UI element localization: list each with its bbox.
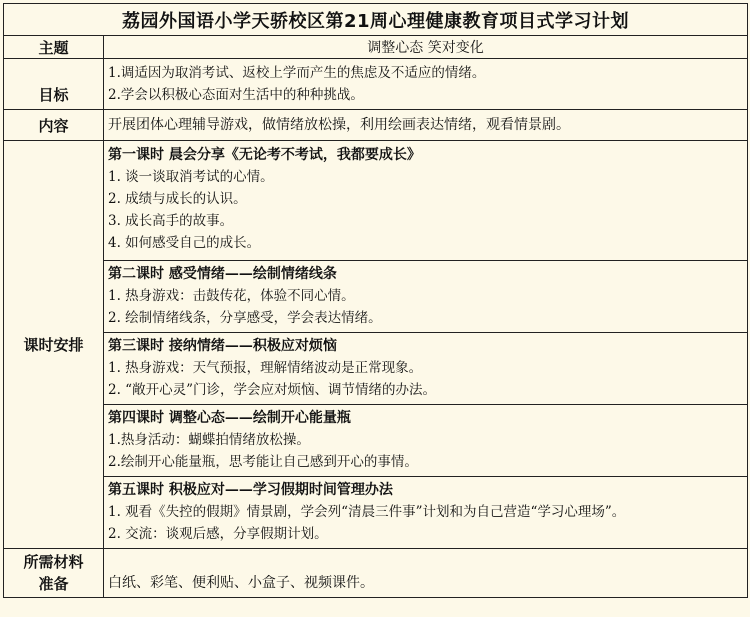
goal-label: 目标 — [4, 59, 104, 110]
materials-label-line: 所需材料 — [23, 553, 84, 571]
theme-value: 调整心态 笑对变化 — [104, 36, 748, 59]
lesson-item: 1. 热身游戏：击鼓传花，体验不同心情。 — [108, 288, 355, 304]
lesson-item: 2.绘制开心能量瓶，思考能让自己感到开心的事情。 — [108, 454, 418, 470]
lesson-item: 1. 观看《失控的假期》情景剧，学会列“清晨三件事”计划和为自己营造“学习心理场”。 — [108, 504, 626, 520]
materials-value: 白纸、彩笔、便利贴、小盒子、视频课件。 — [104, 549, 748, 598]
lesson-item: 2. 交流：谈观后感，分享假期计划。 — [108, 526, 328, 542]
lesson-item: 2. 成绩与成长的认识。 — [108, 191, 247, 207]
content-value: 开展团体心理辅导游戏，做情绪放松操，利用绘画表达情绪，观看情景剧。 — [104, 110, 748, 141]
lesson-3 — [104, 333, 747, 405]
lesson-title: 第一课时 晨会分享《无论考不考试，我都要成长》 — [108, 147, 421, 163]
goal-cell — [104, 59, 748, 110]
goal-item: 1.调适因为取消考试、返校上学而产生的焦虑及不适应的情绪。 — [108, 65, 486, 81]
goal-item: 2.学会以积极心态面对生活中的种种挑战。 — [108, 87, 364, 103]
theme-label: 主题 — [4, 36, 104, 59]
lesson-4 — [104, 405, 747, 477]
lesson-item: 2. “敞开心灵”门诊，学会应对烦恼、调节情绪的办法。 — [108, 382, 436, 398]
lesson-5 — [104, 477, 747, 548]
lesson-1 — [104, 141, 747, 261]
materials-label — [4, 549, 104, 598]
schedule-cell — [104, 141, 748, 549]
lesson-item: 4. 如何感受自己的成长。 — [108, 235, 261, 251]
lesson-title: 第二课时 感受情绪——绘制情绪线条 — [108, 266, 337, 282]
lesson-item: 1. 热身游戏：天气预报，理解情绪波动是正常现象。 — [108, 360, 423, 376]
lesson-item: 3. 成长高手的故事。 — [108, 213, 234, 229]
lesson-2 — [104, 261, 747, 333]
lesson-title: 第四课时 调整心态——绘制开心能量瓶 — [108, 410, 351, 426]
materials-label-line: 准备 — [38, 575, 69, 593]
plan-table — [3, 3, 748, 598]
document-title: 荔园外国语小学天骄校区第21周心理健康教育项目式学习计划 — [4, 4, 748, 36]
lesson-title: 第三课时 接纳情绪——积极应对烦恼 — [108, 338, 337, 354]
lesson-item: 1. 谈一谈取消考试的心情。 — [108, 169, 274, 185]
content-label: 内容 — [4, 110, 104, 141]
schedule-label: 课时安排 — [4, 141, 104, 549]
lesson-item: 1.热身活动：蝴蝶拍情绪放松操。 — [108, 432, 310, 448]
lesson-title: 第五课时 积极应对——学习假期时间管理办法 — [108, 482, 393, 498]
lesson-item: 2. 绘制情绪线条，分享感受，学会表达情绪。 — [108, 310, 382, 326]
